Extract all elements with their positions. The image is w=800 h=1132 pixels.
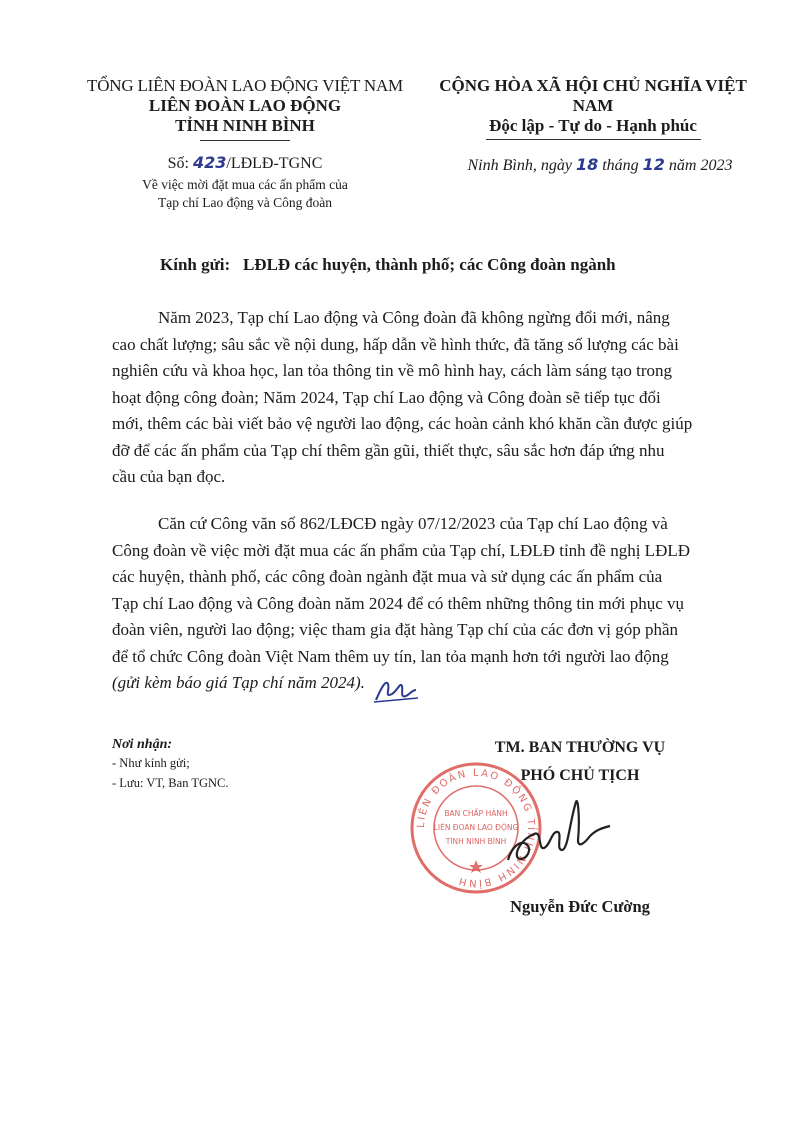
doc-number-handwritten: 423 [192, 153, 227, 172]
paragraph-line: nghiên cứu và khoa học, lan tỏa thông tin về mô hình hay, cách làm sáng tạo trong [112, 361, 672, 380]
place-date-month-label: tháng [598, 157, 643, 174]
place-date-year: năm 2023 [664, 157, 733, 174]
recipients-item: - Như kính gửi; [112, 756, 190, 770]
national-motto: Độc lập - Tự do - Hạnh phúc [489, 116, 697, 135]
paragraph-line: để tổ chức Công đoàn Việt Nam thêm uy tín, lan tỏa mạnh hơn tới người lao động [112, 646, 669, 666]
body-paragraph-1 [112, 305, 724, 491]
paragraph-line: Năm 2023, Tạp chí Lao động và Công đoàn đã không ngừng đổi mới, nâng [158, 308, 670, 327]
paragraph-line: đỡ để các ấn phẩm của Tạp chí thêm gần gũi, thiết thực, sâu sắc hơn đáp ứng nhu [112, 440, 665, 460]
paragraph-line: Công đoàn về việc mời đặt mua các ấn phẩm của Tạp chí, LĐLĐ tỉnh đề nghị LĐLĐ [112, 540, 691, 560]
subject-line-1: Về việc mời đặt mua các ấn phẩm của [142, 177, 348, 192]
place-date [440, 155, 760, 175]
paragraph-line: mới, thêm các bài viết bảo vệ người lao động, các hoàn cảnh khó khăn cần được giúp [112, 414, 693, 433]
body-paragraph-2 [112, 511, 724, 697]
motto-underline [486, 139, 701, 140]
issuer-org: LIÊN ĐOÀN LAO ĐỘNG [148, 96, 342, 115]
handwritten-initials-icon [372, 676, 422, 706]
paragraph-line: hoạt động công đoàn; Năm 2024, Tạp chí Lao động và Công đoàn sẽ tiếp tục đổi [112, 387, 661, 407]
signer-name: Nguyễn Đức Cường [510, 897, 650, 916]
seal-inner-line-3: TỈNH NINH BÌNH [445, 837, 507, 846]
issuer-province: TỈNH NINH BÌNH [175, 116, 315, 135]
issuer-header [80, 76, 410, 141]
seal-outer-text: LIÊN ĐOÀN LAO ĐỘNG TỈNH NINH BÌNH [415, 767, 537, 889]
national-header [418, 76, 768, 140]
paragraph-line: đoàn viên, người lao động; việc tham gia đặt hàng Tạp chí của các đơn vị góp phần [112, 620, 678, 639]
recipient-label: Kính gửi: [160, 255, 231, 274]
seal-inner-line-2: LIÊN ĐOÀN LAO ĐỘNG [433, 823, 519, 832]
date-day-handwritten: 18 [575, 155, 599, 174]
place-date-prefix: Ninh Bình, ngày [467, 157, 576, 174]
paragraph-line: Căn cứ Công văn số 862/LĐCĐ ngày 07/12/2023 của Tạp chí Lao động và [158, 514, 668, 533]
paragraph-line: Tạp chí Lao động và Công đoàn năm 2024 để có thêm những thông tin mới phục vụ [112, 593, 685, 613]
recipient-line [160, 255, 616, 275]
national-title: CỘNG HÒA XÃ HỘI CHỦ NGHĨA VIỆT NAM [439, 76, 747, 115]
doc-number-prefix: Số: [167, 155, 193, 172]
doc-number-suffix: /LĐLĐ-TGNC [226, 155, 323, 172]
recipients-item: - Lưu: VT, Ban TGNC. [112, 776, 229, 790]
recipients-title: Nơi nhận: [112, 737, 173, 752]
document-number [80, 153, 410, 173]
recipients-list [112, 737, 362, 793]
signature-authority: TM. BAN THƯỜNG VỤ [494, 739, 666, 756]
paragraph-line: các huyện, thành phố, các công đoàn ngành đặt mua và sử dụng các ấn phẩm của [112, 567, 663, 586]
attachment-note: (gửi kèm báo giá Tạp chí năm 2024). [112, 673, 365, 692]
issuer-parent-org: TỔNG LIÊN ĐOÀN LAO ĐỘNG VIỆT NAM [87, 76, 403, 95]
seal-inner-line-1: BAN CHẤP HÀNH [444, 809, 508, 818]
paragraph-line: cao chất lượng; sâu sắc về nội dung, hấp dẫn về hình thức, đã tăng số lượng các bài [112, 334, 679, 354]
paragraph-line: cầu của bạn đọc. [112, 467, 226, 486]
recipient-value: LĐLĐ các huyện, thành phố; các Công đoàn ngành [242, 255, 616, 274]
document-subject [80, 176, 410, 212]
subject-line-2: Tạp chí Lao động và Công đoàn [158, 195, 332, 210]
issuer-underline [200, 140, 290, 141]
date-month-handwritten: 12 [642, 155, 665, 174]
handwritten-signature-icon [498, 790, 618, 880]
signature-position: PHÓ CHỦ TỊCH [520, 767, 640, 784]
